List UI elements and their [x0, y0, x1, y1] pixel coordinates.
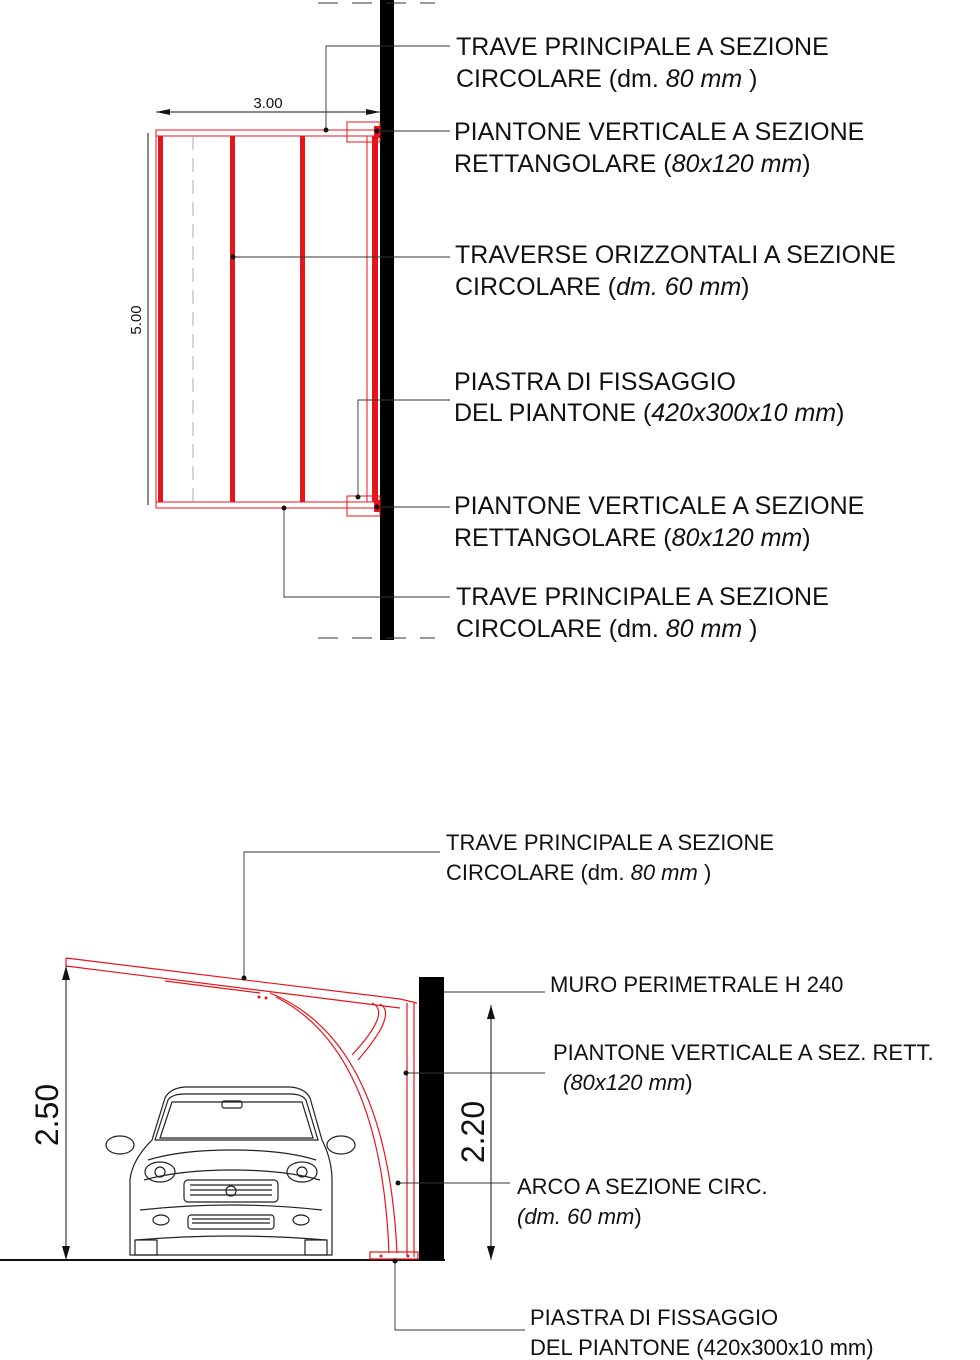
traversa-1 [158, 136, 163, 502]
dim-arrow [487, 1246, 495, 1260]
dim-arrow [62, 1246, 70, 1260]
section-leader-dots [242, 976, 409, 1264]
plan-leaders [233, 46, 450, 597]
arch [270, 993, 397, 1253]
piastra-section [370, 1252, 418, 1259]
label-piantone-top: PIANTONE VERTICALE A SEZIONE RETTANGOLARE (80x120 mm) [454, 118, 865, 178]
knee-brace [352, 1003, 386, 1060]
dim-arrow [487, 1005, 495, 1019]
label-piastra-plan: PIASTRA DI FISSAGGIO DEL PIANTONE (420x300x10 mm) [454, 368, 845, 427]
section-leaders [244, 852, 545, 1330]
dim-220-text: 2.20 [455, 1100, 491, 1164]
label-muro: MURO PERIMETRALE H 240 [550, 972, 844, 997]
label-trave-section: TRAVE PRINCIPALE A SEZIONE CIRCOLARE (dm. 80 mm ) [446, 830, 775, 885]
label-trave-bottom: TRAVE PRINCIPALE A SEZIONE CIRCOLARE (dm. 80 mm ) [456, 583, 829, 643]
trave-bottom-plan [156, 502, 380, 508]
dim-length-text: 5.00 [128, 305, 145, 335]
label-arco: ARCO A SEZIONE CIRC. (dm. 60 mm) [517, 1174, 768, 1229]
wall-plan [380, 0, 394, 640]
roof-beam [66, 958, 417, 1008]
piantone-section [407, 1003, 414, 1257]
label-piantone-bottom: PIANTONE VERTICALE A SEZIONE RETTANGOLARE (80x120 mm) [454, 492, 865, 552]
section-view [0, 830, 940, 1360]
traversa-3 [300, 136, 305, 502]
label-piastra-section: PIASTRA DI FISSAGGIO DEL PIANTONE (420x300x10 mm) [530, 1305, 874, 1360]
dim-arrow [366, 109, 380, 115]
label-trave-top: TRAVE PRINCIPALE A SEZIONE CIRCOLARE (dm. 80 mm ) [456, 33, 829, 93]
dim-arrow [62, 966, 70, 980]
plan-view [128, 0, 903, 643]
traversa-4 [372, 136, 378, 502]
dim-250-text: 2.50 [29, 1083, 65, 1147]
trave-top-plan [156, 130, 380, 136]
wall-section [419, 977, 444, 1260]
label-piantone-section: PIANTONE VERTICALE A SEZ. RETT. (80x120 mm) [553, 1040, 934, 1095]
car-front [106, 1087, 355, 1255]
label-traverse: TRAVERSE ORIZZONTALI A SEZIONE CIRCOLARE (dm. 60 mm) [455, 241, 896, 301]
traversa-2 [230, 136, 235, 502]
dim-width-text: 3.00 [253, 95, 283, 112]
dim-arrow [156, 109, 170, 115]
